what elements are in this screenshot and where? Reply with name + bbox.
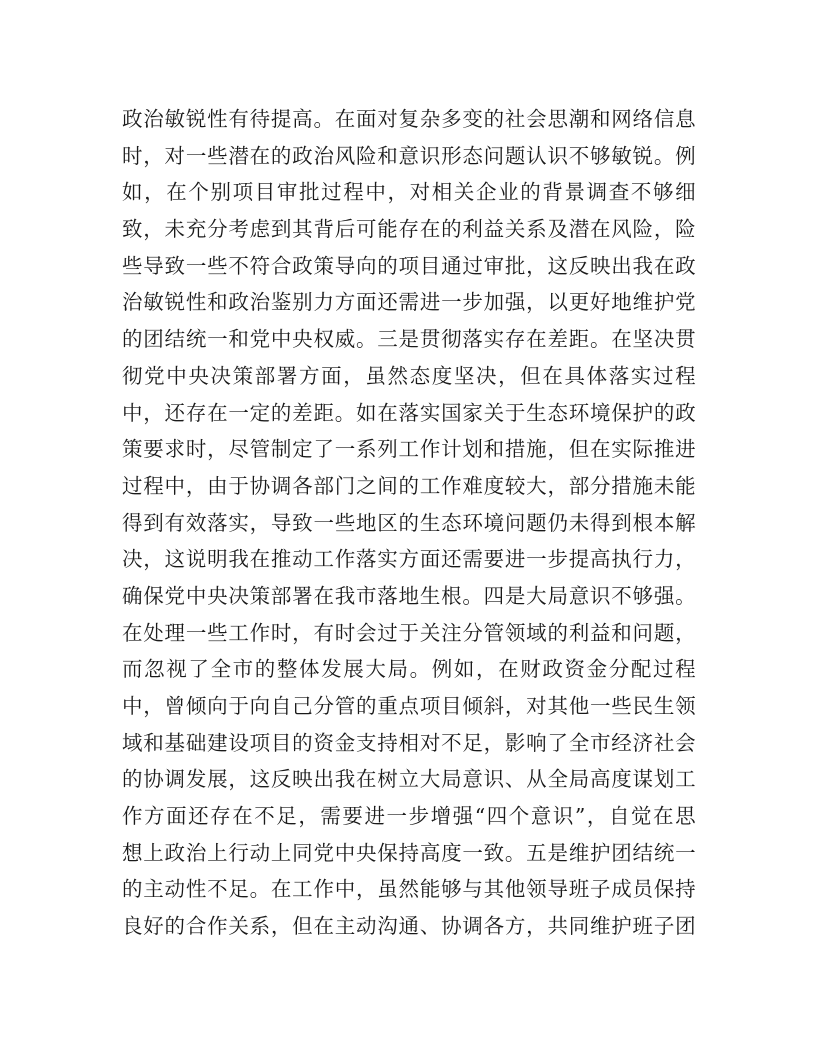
text-line: 决，这说明我在推动工作落实方面还需要进一步提高执行力， <box>122 547 696 572</box>
text-line: 致，未充分考虑到其背后可能存在的利益关系及潜在风险，险 <box>122 217 696 242</box>
text-line: 彻党中央决策部署方面，虽然态度坚决，但在具体落实过程 <box>122 363 696 388</box>
text-line: 政治敏锐性有待提高。在面对复杂多变的社会思潮和网络信息 <box>122 107 696 131</box>
text-line: 域和基础建设项目的资金支持相对不足，影响了全市经济社会 <box>122 730 696 755</box>
text-line: 想上政治上行动上同党中央保持高度一致。五是维护团结统一 <box>122 840 696 865</box>
text-line: 得到有效落实，导致一些地区的生态环境问题仍未得到根本解 <box>122 510 696 535</box>
text-line: 的协调发展，这反映出我在树立大局意识、从全局高度谋划工 <box>122 767 696 792</box>
text-line: 在处理一些工作时，有时会过于关注分管领域的利益和问题， <box>122 620 696 645</box>
text-line: 良好的合作关系，但在主动沟通、协调各方，共同维护班子团 <box>122 914 696 939</box>
text-line: 的主动性不足。在工作中，虽然能够与其他领导班子成员保持 <box>122 877 696 902</box>
text-line: 作方面还存在不足，需要进一步增强“四个意识”，自觉在思 <box>122 804 696 829</box>
text-line: 如，在个别项目审批过程中，对相关企业的背景调查不够细 <box>122 180 696 205</box>
text-line: 而忽视了全市的整体发展大局。例如，在财政资金分配过程 <box>122 657 696 682</box>
text-line: 治敏锐性和政治鉴别力方面还需进一步加强，以更好地维护党 <box>122 290 696 315</box>
document-body <box>122 101 696 945</box>
text-line: 的团结统一和党中央权威。三是贯彻落实存在差距。在坚决贯 <box>122 327 696 352</box>
text-line: 中，曾倾向于向自己分管的重点项目倾斜，对其他一些民生领 <box>122 694 696 718</box>
text-line: 些导致一些不符合政策导向的项目通过审批，这反映出我在政 <box>122 253 696 278</box>
text-line: 过程中，由于协调各部门之间的工作难度较大，部分措施未能 <box>122 473 696 498</box>
text-line: 中，还存在一定的差距。如在落实国家关于生态环境保护的政 <box>122 400 696 425</box>
text-line: 时，对一些潜在的政治风险和意识形态问题认识不够敏锐。例 <box>122 143 696 168</box>
text-line: 确保党中央决策部署在我市落地生根。四是大局意识不够强。 <box>122 583 696 608</box>
text-line: 策要求时，尽管制定了一系列工作计划和措施，但在实际推进 <box>122 437 696 462</box>
